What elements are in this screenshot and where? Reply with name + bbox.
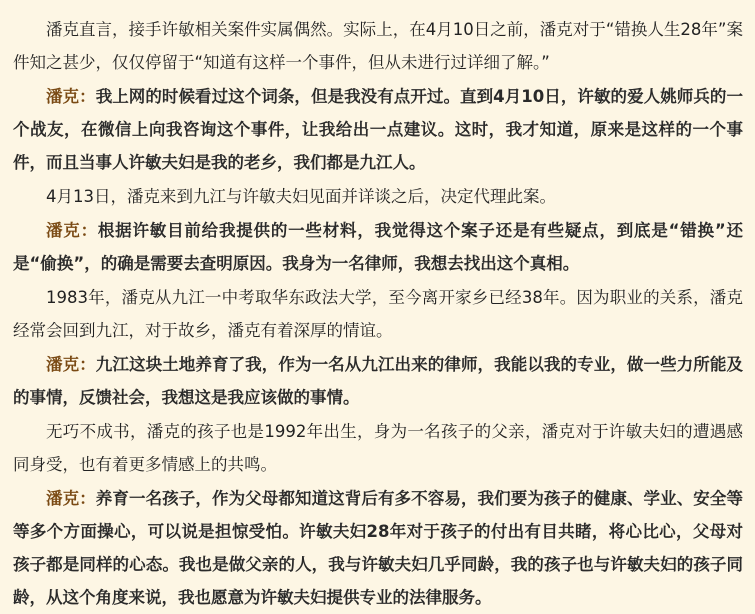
paragraph-quote-2 <box>13 214 743 280</box>
quote-text: 九江这块土地养育了我，作为一名从九江出来的律师，我能以我的专业，做一些力所能及的事情，反馈社会，我想这是我应该做的事情。 <box>13 355 744 407</box>
quote-text: 我上网的时候看过这个词条，但是我没有点开过。直到4月10日，许敏的爱人姚师兵的一个战友，在微信上向我咨询这个事件，让我给出一点建议。这时，我才知道，原来是这样的一个事件，而且当事人许敏夫妇是我的老乡，我们都是九江人。 <box>13 87 743 172</box>
paragraph-quote-3 <box>13 348 743 414</box>
speaker-label: 潘克： <box>46 489 96 508</box>
paragraph-narration-4: 无巧不成书，潘克的孩子也是1992年出生，身为一名孩子的父亲，潘克对于许敏夫妇的遭遇感同身受，也有着更多情感上的共鸣。 <box>13 422 743 474</box>
speaker-label: 潘克： <box>46 221 98 240</box>
speaker-label: 潘克： <box>46 355 96 374</box>
quote-text: 根据许敏目前给我提供的一些材料，我觉得这个案子还是有些疑点，到底是“错换”还是“偷换”，的确是需要去查明原因。我身为一名律师，我想去找出这个真相。 <box>13 221 743 273</box>
speaker-label: 潘克： <box>46 87 96 106</box>
paragraph-quote-4 <box>13 482 743 614</box>
quote-text: 养育一名孩子，作为父母都知道这背后有多不容易，我们要为孩子的健康、学业、安全等等多个方面操心，可以说是担惊受怕。许敏夫妇28年对于孩子的付出有目共睹，将心比心，父母对孩子都是同样的心态。我也是做父亲的人，我与许敏夫妇几乎同龄，我的孩子也与许敏夫妇的孩子同龄，从这个角度来说，我也愿意为许敏夫妇提供专业的法律服务。 <box>13 489 744 607</box>
paragraph-narration-3: 1983年，潘克从九江一中考取华东政法大学，至今离开家乡已经38年。因为职业的关系，潘克经常会回到九江，对于故乡，潘克有着深厚的情谊。 <box>13 288 743 340</box>
paragraph-narration-1: 潘克直言，接手许敏相关案件实属偶然。实际上，在4月10日之前，潘克对于“错换人生28年”案件知之甚少，仅仅停留于“知道有这样一个事件，但从未进行过详细了解。” <box>13 20 743 72</box>
paragraph-narration-2: 4月13日，潘克来到九江与许敏夫妇见面并详谈之后，决定代理此案。 <box>46 187 556 206</box>
paragraph-quote-1 <box>13 80 743 179</box>
